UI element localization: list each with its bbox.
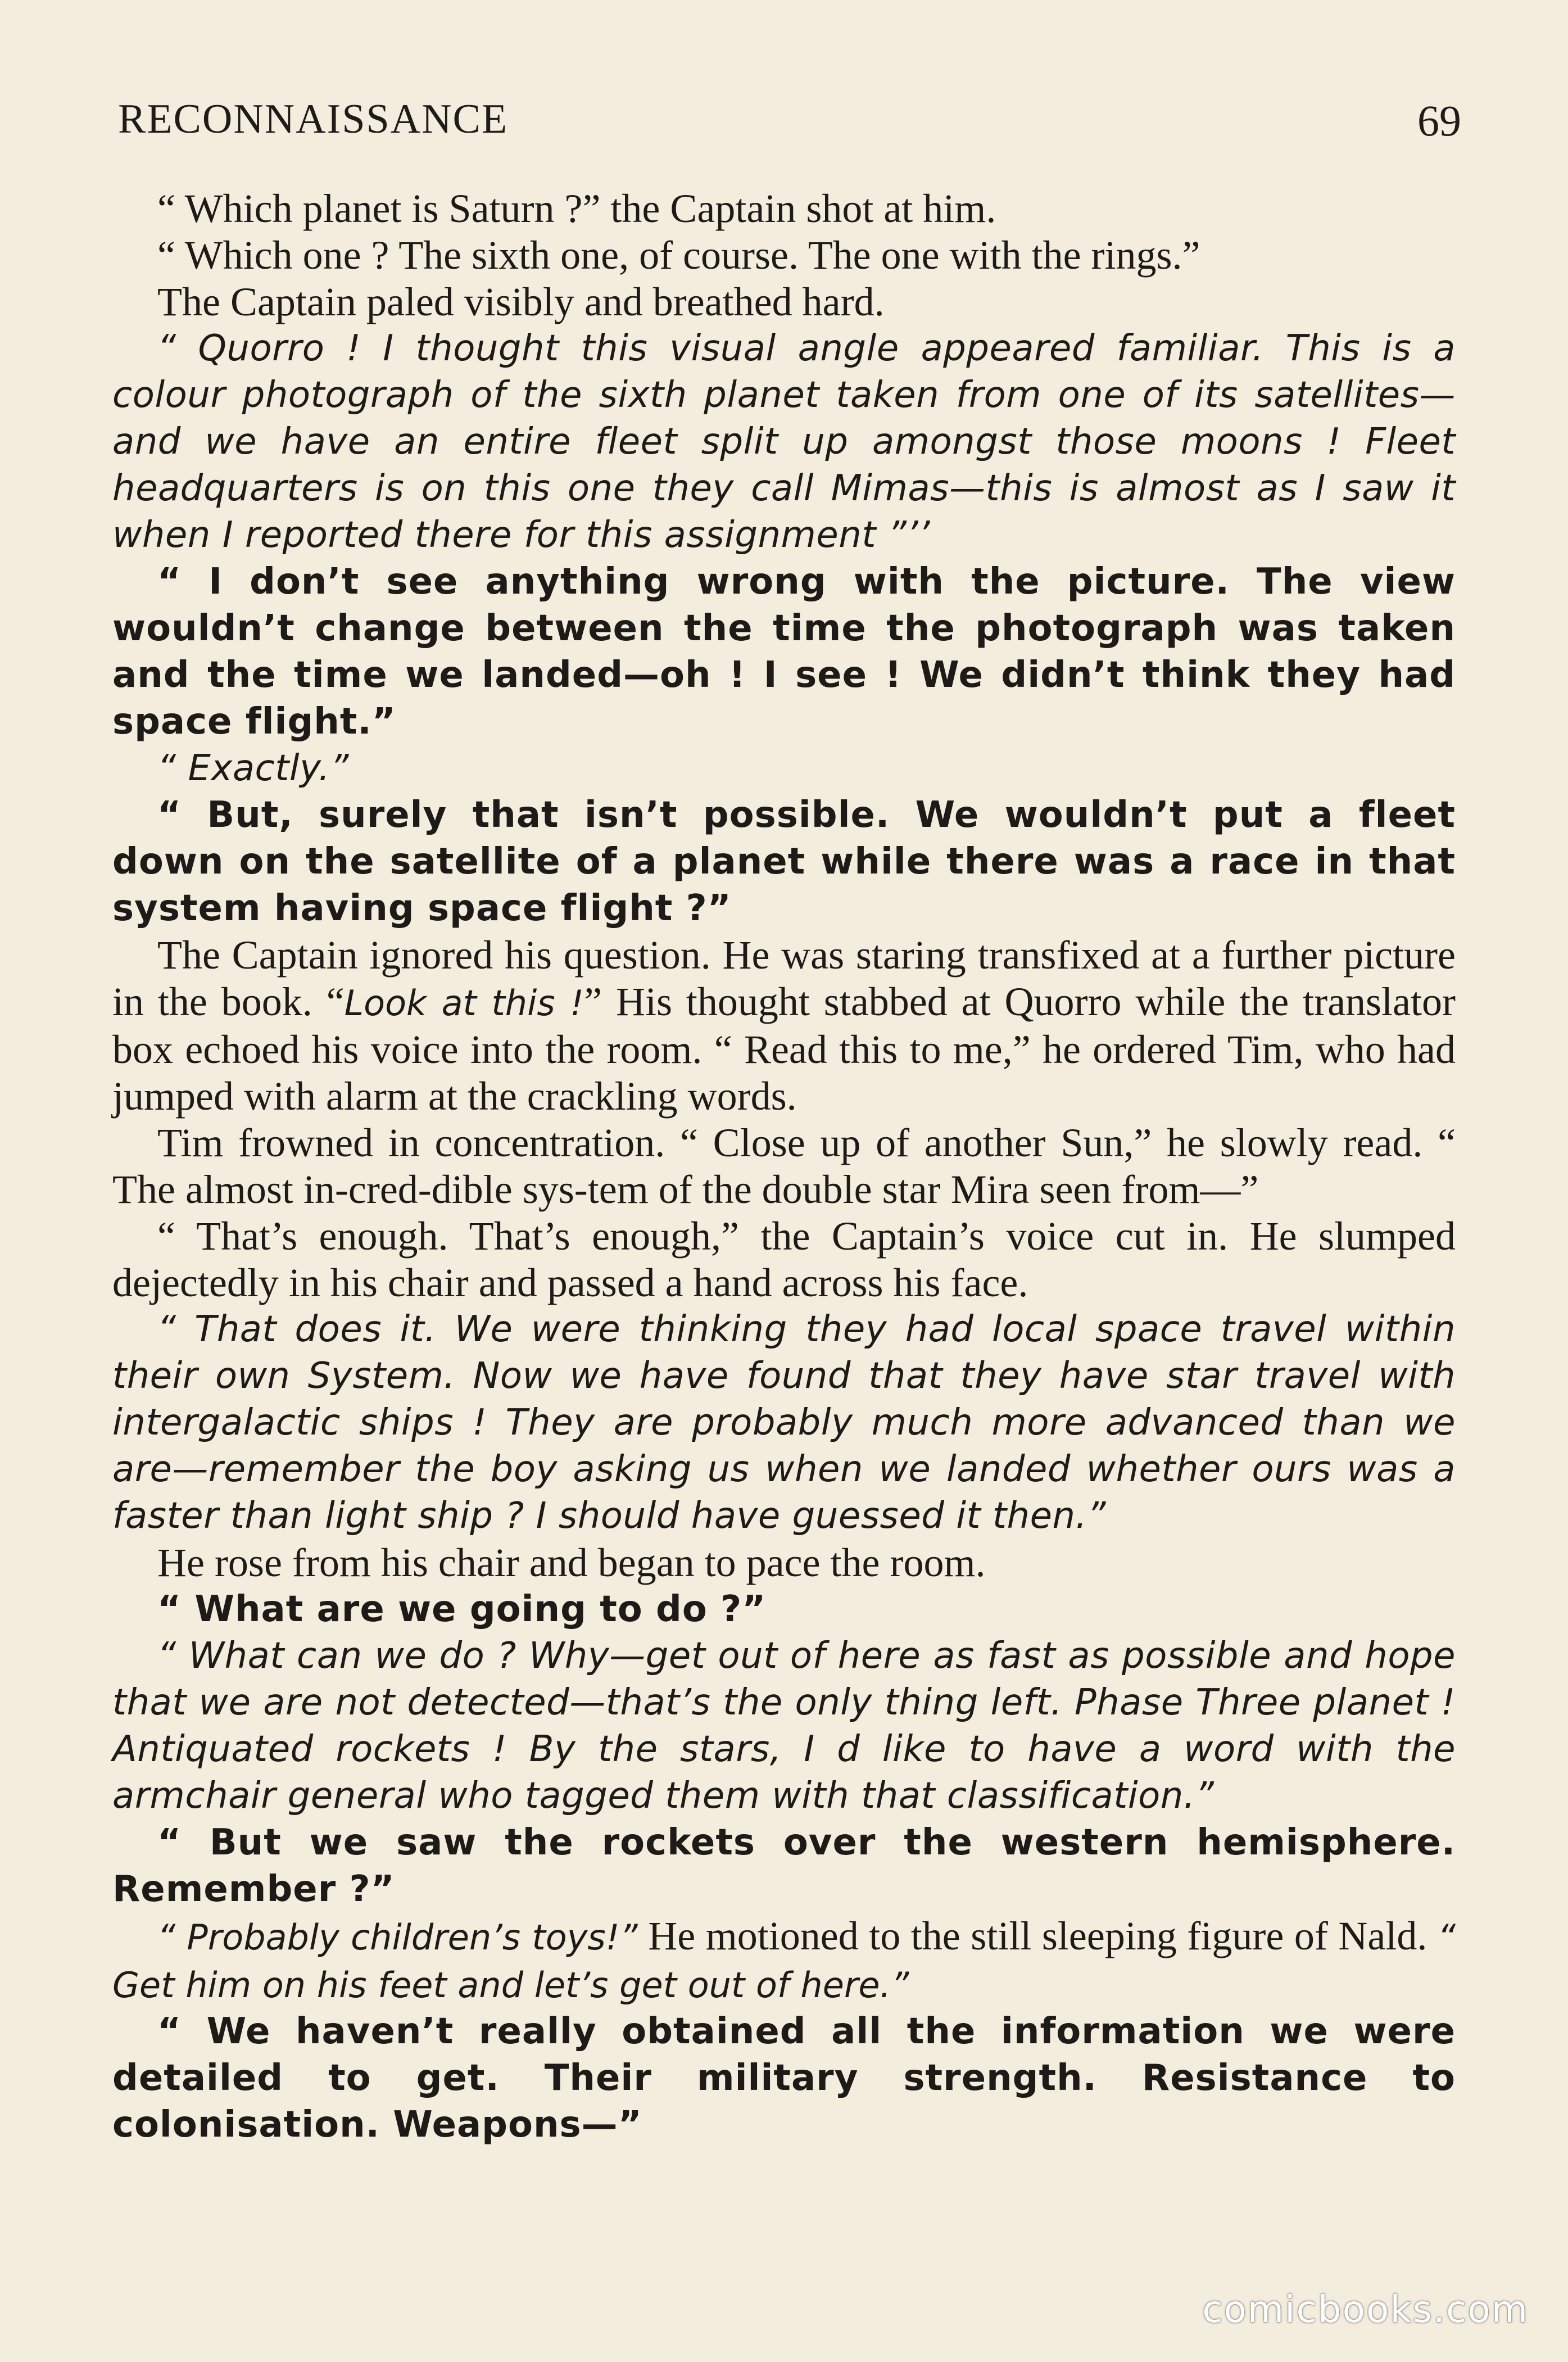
- page-header: [118, 96, 1461, 157]
- body-text: [112, 185, 1456, 2148]
- paragraph: [112, 932, 1456, 1120]
- paragraph-italic-text: Look at this !: [344, 983, 584, 1024]
- watermark-logo: comicbooks.com: [1202, 2288, 1529, 2331]
- paragraph: “ Which planet is Saturn ?” the Captain shot at him.: [157, 186, 996, 231]
- paragraph: “ What are we going to do ?”: [157, 1589, 767, 1630]
- paragraph: “ Which one ? The sixth one, of course. The one with the rings.”: [157, 233, 1200, 278]
- paragraph-text: He motioned to the still sleeping figure of Nald.: [637, 1913, 1438, 1958]
- paragraph: “ That does it. We were thinking they had local space travel within their own System. Now we have found that they have star travel with intergalactic ships ! They are probably much more advanced than we are—remember the boy asking us when we landed whether ours was a faster than light ship ? I should have guessed it then.”: [112, 1309, 1456, 1537]
- page-number: 69: [1417, 96, 1461, 145]
- paragraph: “ But we saw the rockets over the western hemisphere. Remember ?”: [112, 1822, 1456, 1910]
- paragraph-text: The Captain ignored his question. He was staring transfixed at a further picture in the book. “: [112, 933, 1456, 1024]
- paragraph: Tim frowned in concentration. “ Close up of another Sun,” he slowly read. “ The almost in-cred-dible sys-tem of the double star Mira seen from—”: [112, 1120, 1456, 1212]
- paragraph: “ Quorro ! I thought this visual angle appeared familiar. This is a colour photograph of the sixth planet taken from one of its satellites—and we have an entire fleet split up amongst those moons ! Fleet headquarters is on this one they call Mimas—this is almost as I saw it when I reported there for this assignment ”’’: [112, 328, 1456, 556]
- paragraph: “ Exactly.”: [157, 748, 349, 789]
- paragraph-italic-text: “ Probably children’s toys!”: [157, 1917, 638, 1958]
- paragraph: “ But, surely that isn’t possible. We wouldn’t put a fleet down on the satellite of a planet while there was a race in that system having space flight ?”: [112, 794, 1456, 929]
- running-head: RECONNAISSANCE: [118, 96, 509, 142]
- paragraph-text: ” His thought stabbed at Quorro while the translator box echoed his voice into the room. “ Read this to me,” he ordered Tim, who had jumped with alarm at the crackling words.: [112, 979, 1456, 1119]
- paragraph: The Captain paled visibly and breathed hard.: [157, 279, 885, 324]
- paragraph: [112, 1913, 1456, 2008]
- paragraph: “ We haven’t really obtained all the information we were detailed to get. Their military strength. Resistance to colonisation. Weapons—”: [112, 2011, 1456, 2146]
- paragraph: “ That’s enough. That’s enough,” the Captain’s voice cut in. He slumped dejectedly in his chair and passed a hand across his face.: [112, 1214, 1456, 1305]
- paragraph: “ What can we do ? Why—get out of here as fast as possible and hope that we are not detected—that’s the only thing left. Phase Three planet ! Antiquated rockets ! By the stars, I d like to have a word with the armchair general who tagged them with that classification.”: [112, 1635, 1456, 1817]
- paragraph: “ I don’t see anything wrong with the picture. The view wouldn’t change between the time the photograph was taken and the time we landed—oh ! I see ! We didn’t think they had space flight.”: [112, 561, 1456, 743]
- paragraph: He rose from his chair and began to pace the room.: [157, 1540, 986, 1585]
- paragraph-italic-text: “ Get him on his feet and let’s get out of here.”: [112, 1917, 1456, 2006]
